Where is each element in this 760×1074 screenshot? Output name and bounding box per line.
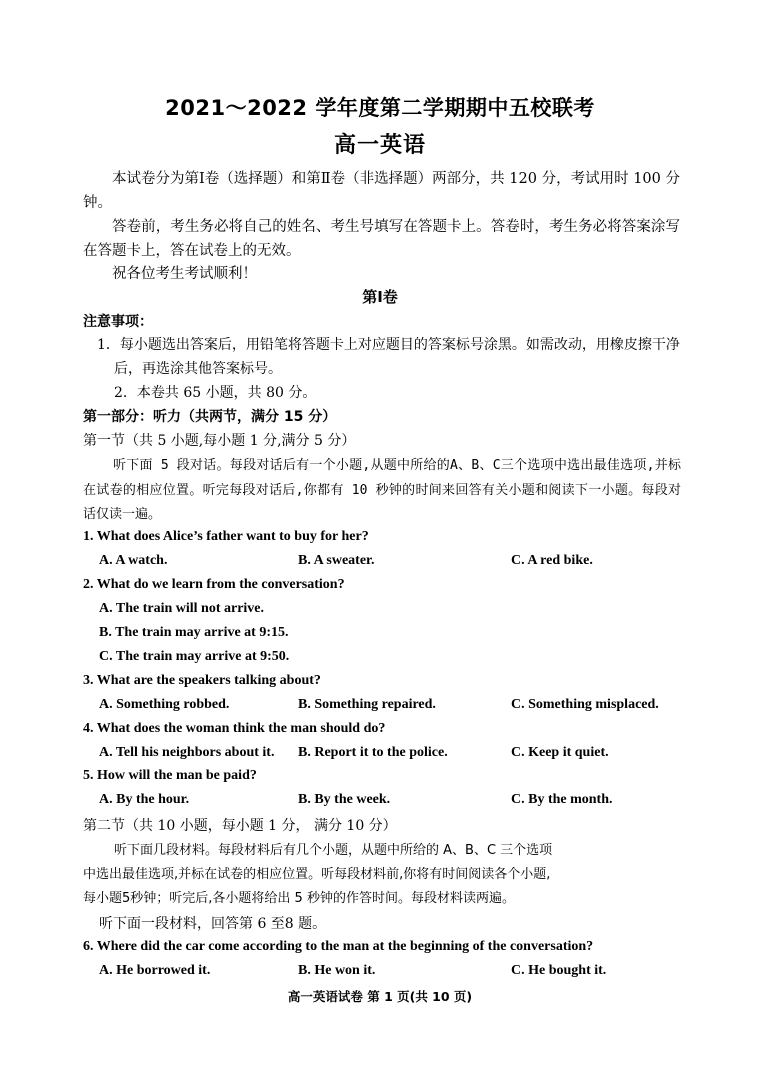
intro-paragraph-2 bbox=[83, 215, 680, 263]
q1-option-c: C. A red bike. bbox=[511, 553, 593, 568]
q6-option-c: C. He bought it. bbox=[511, 963, 607, 978]
section2-directions-line-1: 听下面几段材料。每段材料后有几个小题，从题中所给的 A、B、C 三个选项 bbox=[114, 843, 553, 858]
notes-item-2: 2．本卷共 65 小题，共 80 分。 bbox=[114, 385, 317, 401]
q2-option-b: B. The train may arrive at 9:15. bbox=[99, 625, 289, 640]
q2-option-a: A. The train will not arrive. bbox=[99, 601, 265, 616]
q3-option-a: A. Something robbed. bbox=[99, 697, 230, 712]
q6-option-b: B. He won it. bbox=[298, 963, 376, 978]
intro-paragraph-1 bbox=[83, 167, 680, 215]
intro-paragraph-3 bbox=[83, 262, 680, 286]
question-3: 3. What are the speakers talking about? bbox=[83, 673, 321, 688]
q4-option-c: C. Keep it quiet. bbox=[511, 745, 609, 760]
page-footer: 高一英语试卷 第 1 页(共 10 页) bbox=[287, 989, 473, 1004]
part1-heading: 第一部分：听力（共两节，满分 15 分） bbox=[83, 409, 337, 425]
question-2: 2. What do we learn from the conversation? bbox=[83, 577, 345, 592]
notes-item-1: 1．每小题选出答案后，用铅笔将答题卡上对应题目的答案标号涂黑。如需改动，用橡皮擦干净后，再选涂其他答案标号。 bbox=[97, 337, 680, 377]
q1-option-b: B. A sweater. bbox=[298, 553, 375, 568]
section2-directions-line-3: 每小题5秒钟；听完后,各小题将给出 5 秒钟的作答时间。每段材料读两遍。 bbox=[83, 891, 515, 906]
question-4: 4. What does the woman think the man should do? bbox=[83, 721, 386, 736]
intro-text-2: 答卷前，考生务必将自己的姓名、考生号填写在答题卡上。答卷时，考生务必将答案涂写在答题卡上，答在试卷上的无效。 bbox=[83, 219, 680, 259]
q5-option-b: B. By the week. bbox=[298, 792, 391, 807]
question-1: 1. What does Alice’s father want to buy for her? bbox=[83, 529, 369, 544]
q6-option-a: A. He borrowed it. bbox=[99, 963, 211, 978]
section1-heading: 第一节（共 5 小题,每小题 1 分,满分 5 分） bbox=[83, 433, 356, 449]
intro-text-1: 本试卷分为第Ⅰ卷（选择题）和第Ⅱ卷（非选择题）两部分，共 120 分，考试用时 100 分钟。 bbox=[83, 171, 680, 211]
q4-option-a: A. Tell his neighbors about it. bbox=[99, 745, 275, 760]
q4-option-b: B. Report it to the police. bbox=[298, 745, 448, 760]
section2-directions-line-2: 中选出最佳选项,并标在试卷的相应位置。听每段材料前,你将有时间阅读各个小题, bbox=[83, 867, 551, 882]
section2-heading: 第二节（共 10 小题，每小题 1 分， 满分 10 分） bbox=[83, 818, 397, 834]
exam-title: 2021～2022 学年度第二学期期中五校联考 bbox=[165, 96, 595, 120]
q1-option-a: A. A watch. bbox=[99, 553, 168, 568]
volume-title: 第Ⅰ卷 bbox=[362, 288, 398, 306]
q5-option-a: A. By the hour. bbox=[99, 792, 190, 807]
intro-text-3: 祝各位考生考试顺利！ bbox=[112, 266, 257, 282]
question-6: 6. Where did the car come according to the man at the beginning of the conversation? bbox=[83, 939, 594, 954]
notes-heading: 注意事项： bbox=[83, 314, 153, 330]
section2-instruction: 听下面一段材料，回答第 6 至8 题。 bbox=[99, 916, 327, 932]
q3-option-b: B. Something repaired. bbox=[298, 697, 436, 712]
q2-option-c: C. The train may arrive at 9:50. bbox=[99, 649, 290, 664]
q5-option-c: C. By the month. bbox=[511, 792, 613, 807]
question-5: 5. How will the man be paid? bbox=[83, 768, 257, 783]
section1-directions: 听下面 5 段对话。每段对话后有一个小题,从题中所给的A、B、C三个选项中选出最佳选项,并标在试卷的相应位置。听完每段对话后,你都有 10 秒钟的时间来回答有关小题和阅读下一小题。每段对话仅读一遍。 bbox=[83, 458, 681, 522]
q3-option-c: C. Something misplaced. bbox=[511, 697, 659, 712]
exam-subject: 高一英语 bbox=[333, 133, 426, 158]
